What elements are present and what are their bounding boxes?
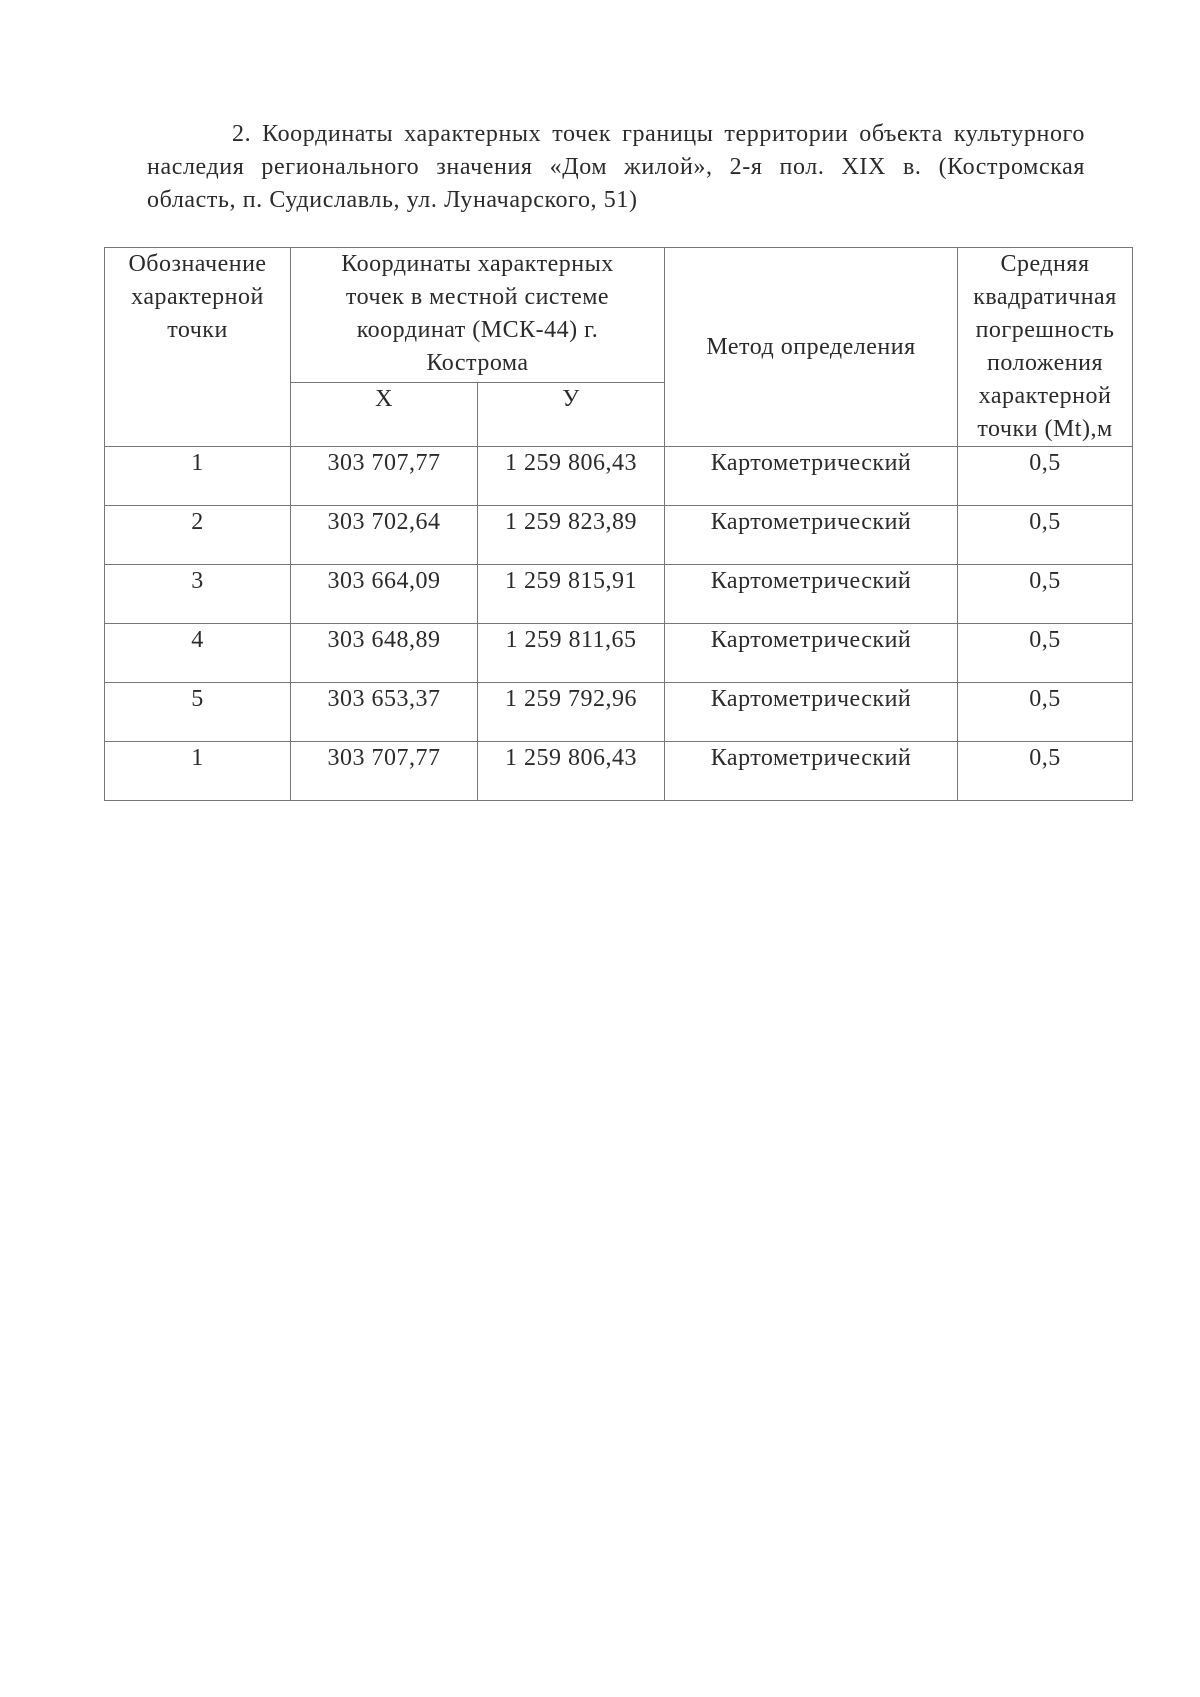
cell-x: 303 702,64 [291,506,478,565]
cell-method: Картометрический [665,742,958,801]
cell-x: 303 648,89 [291,624,478,683]
cell-y: 1 259 823,89 [478,506,665,565]
cell-y: 1 259 806,43 [478,742,665,801]
table-row [105,506,1133,565]
document-heading [147,118,1085,217]
header-coords: Координаты характерных точек в местной системе координат (МСК-44) г. Кострома [291,248,665,383]
header-method: Метод определения [665,248,958,447]
cell-error: 0,5 [958,565,1133,624]
table-row [105,565,1133,624]
cell-x: 303 653,37 [291,683,478,742]
cell-method: Картометрический [665,683,958,742]
cell-x: 303 707,77 [291,742,478,801]
cell-y: 1 259 792,96 [478,683,665,742]
cell-method: Картометрический [665,624,958,683]
cell-y: 1 259 806,43 [478,447,665,506]
cell-method: Картометрический [665,506,958,565]
cell-x: 303 707,77 [291,447,478,506]
heading-text: 2. Координаты характерных точек границы территории объекта культурного наследия регионального значения «Дом жилой», 2-я пол. XIX в. (Костромская область, п. Судиславль, ул. Луначарского, 51) [147,121,1085,213]
cell-error: 0,5 [958,506,1133,565]
cell-point: 1 [105,447,291,506]
header-point: Обозначение характерной точки [105,248,291,447]
cell-point: 2 [105,506,291,565]
cell-error: 0,5 [958,447,1133,506]
table-row [105,624,1133,683]
header-y: У [478,383,665,447]
cell-error: 0,5 [958,742,1133,801]
header-error: Средняя квадратичная погрешность положения характерной точки (Mt),м [958,248,1133,447]
table-row [105,742,1133,801]
cell-point: 4 [105,624,291,683]
cell-error: 0,5 [958,624,1133,683]
table-row [105,447,1133,506]
cell-point: 1 [105,742,291,801]
cell-x: 303 664,09 [291,565,478,624]
cell-point: 3 [105,565,291,624]
cell-point: 5 [105,683,291,742]
cell-y: 1 259 815,91 [478,565,665,624]
header-x: Х [291,383,478,447]
cell-y: 1 259 811,65 [478,624,665,683]
cell-method: Картометрический [665,447,958,506]
cell-error: 0,5 [958,683,1133,742]
coordinates-table [104,247,1133,801]
table-row [105,683,1133,742]
cell-method: Картометрический [665,565,958,624]
